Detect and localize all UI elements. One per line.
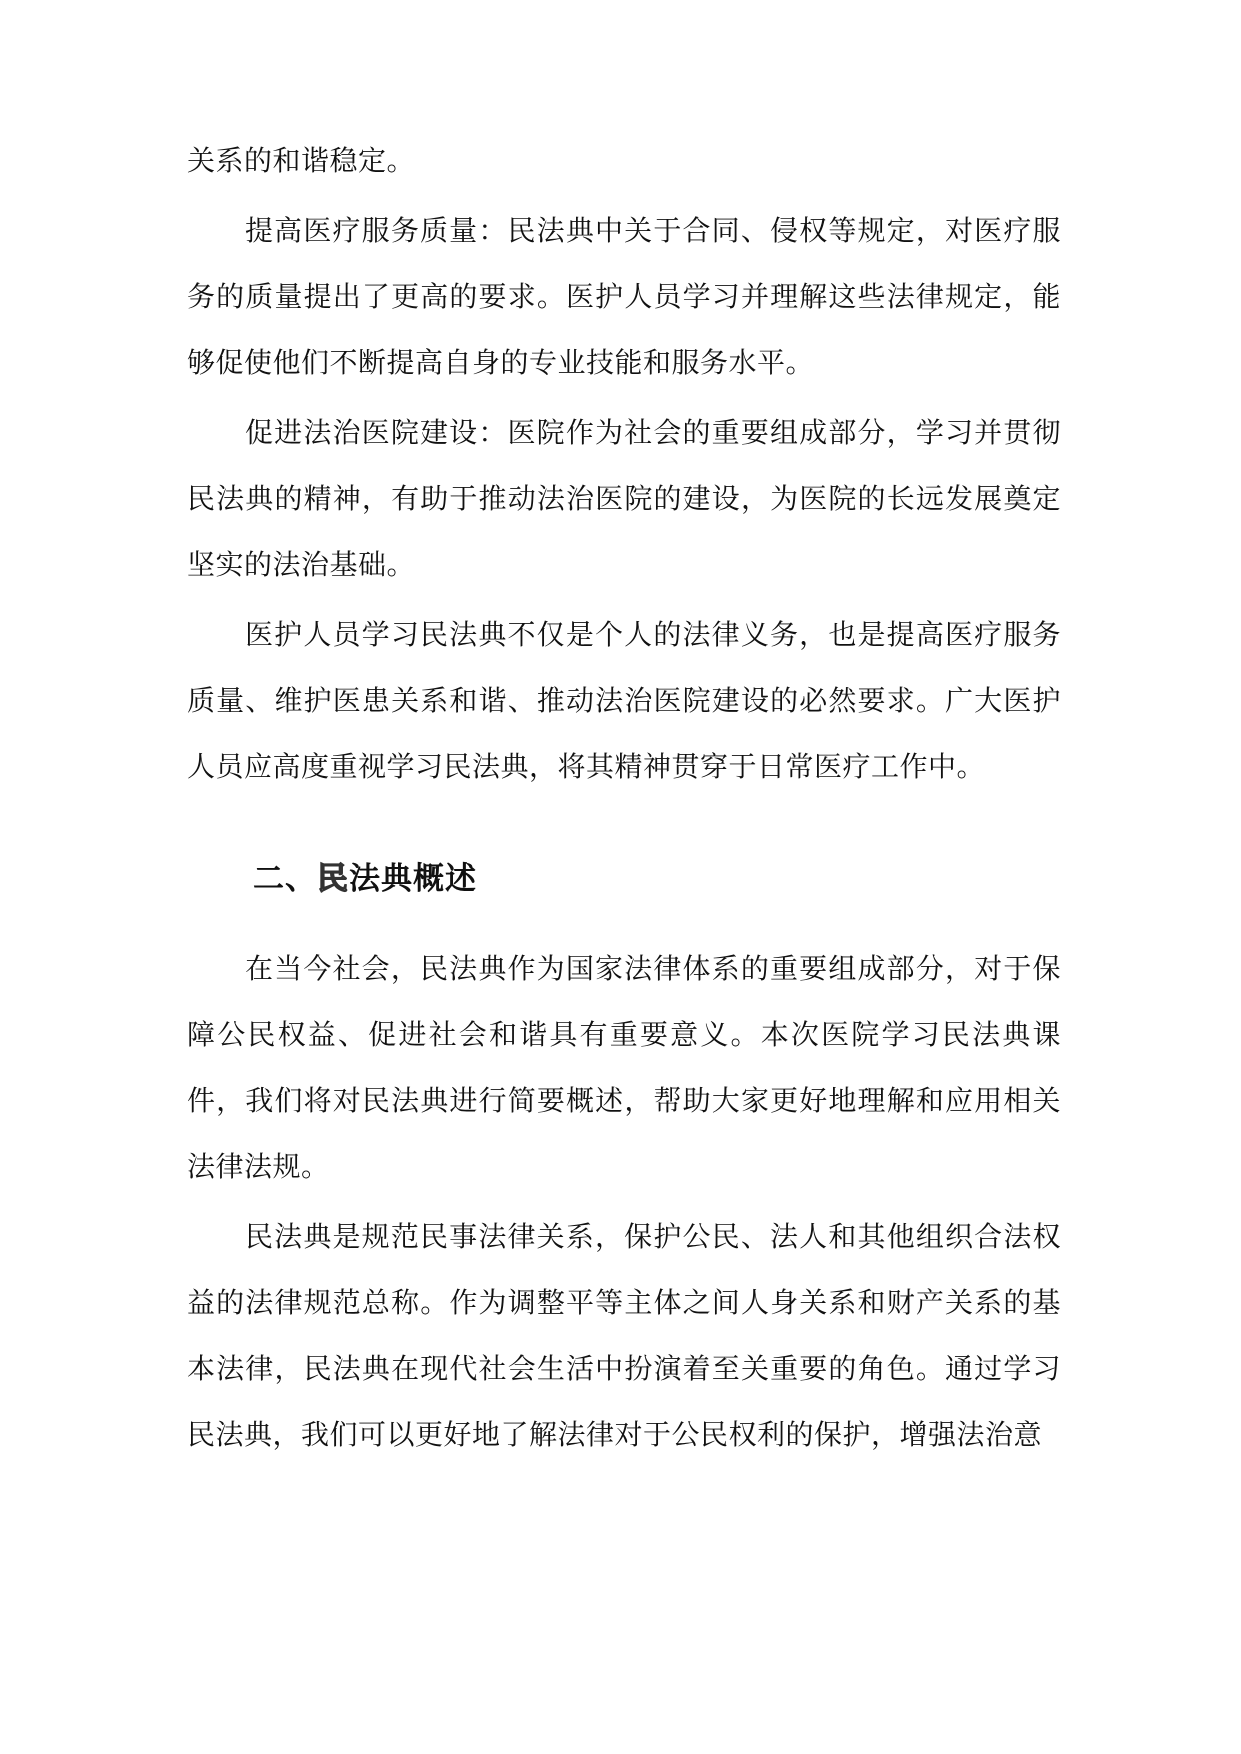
paragraph-rule-of-law-hospital: 促进法治医院建设：医院作为社会的重要组成部分，学习并贯彻民法典的精神，有助于推动法治医院的建设，为医院的长远发展奠定坚实的法治基础。: [187, 416, 1061, 581]
document-body: [187, 128, 1061, 1472]
section-heading-rest: 法典概述: [349, 861, 477, 897]
paragraph-overview-intro: 在当今社会，民法典作为国家法律体系的重要组成部分，对于保障公民权益、促进社会和谐具有重要意义。本次医院学习民法典课件，我们将对民法典进行简要概述，帮助大家更好地理解和应用相关法律法规。: [187, 952, 1061, 1183]
section-heading: [187, 846, 1061, 912]
section-heading-first-char: 民: [317, 861, 349, 897]
paragraph-continuation: 关系的和谐稳定。: [187, 144, 416, 177]
paragraph-civil-code-definition: 民法典是规范民事法律关系，保护公民、法人和其他组织合法权益的法律规范总称。作为调整平等主体之间人身关系和财产关系的基本法律，民法典在现代社会生活中扮演着至关重要的角色。通过学习民法典，我们可以更好地了解法律对于公民权利的保护，增强法治意: [187, 1220, 1061, 1451]
paragraph-service-quality: 提高医疗服务质量：民法典中关于合同、侵权等规定，对医疗服务的质量提出了更高的要求。医护人员学习并理解这些法律规定，能够促使他们不断提高自身的专业技能和服务水平。: [187, 214, 1061, 379]
paragraph-summary: 医护人员学习民法典不仅是个人的法律义务，也是提高医疗服务质量、维护医患关系和谐、推动法治医院建设的必然要求。广大医护人员应高度重视学习民法典，将其精神贯穿于日常医疗工作中。: [187, 618, 1061, 783]
section-heading-prefix: 二、: [253, 861, 317, 897]
